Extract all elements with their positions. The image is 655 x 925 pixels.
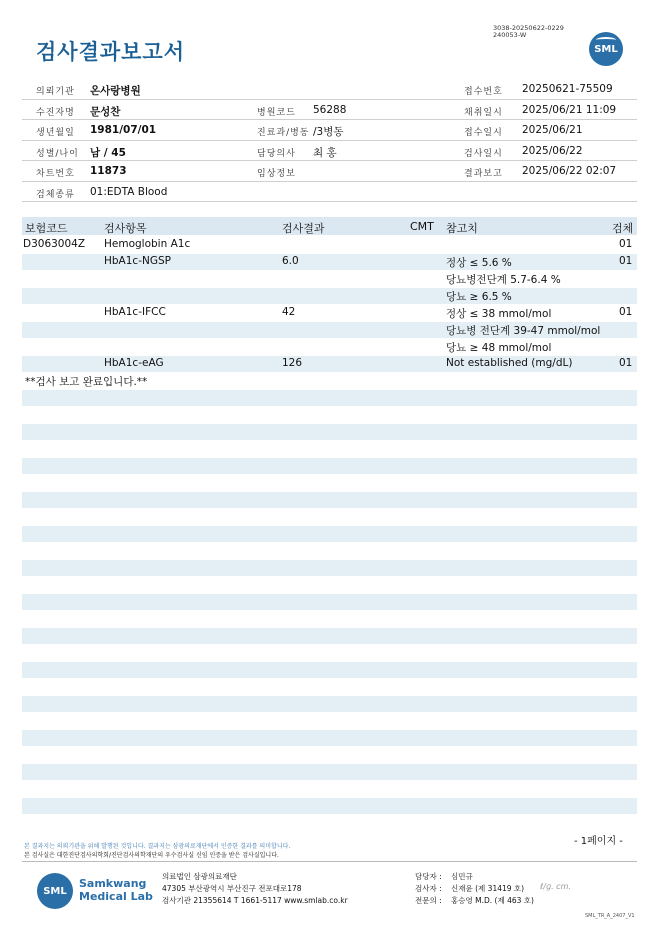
test-date-value: 2025/06/22	[522, 144, 583, 157]
row-specimen: 01	[619, 238, 633, 250]
test-date-label: 검사일시	[464, 148, 503, 159]
name-value: 문성찬	[90, 105, 121, 118]
table-stripe	[22, 458, 637, 474]
row-ref: 당뇨병전단계 5.7-6.4 %	[446, 274, 561, 286]
info-row-specimen	[22, 182, 637, 203]
document-id-line2: 240053-W	[493, 31, 527, 39]
receipt-date-value: 2025/06/21	[522, 124, 583, 136]
signature-mark: ℓ/ɡ. cm.	[540, 882, 571, 891]
row-result: 6.0	[282, 255, 299, 267]
row-code: D3063004Z	[23, 238, 86, 250]
col-specimen: 검체	[612, 222, 634, 235]
hosp-code-label: 병원코드	[257, 107, 296, 118]
row-ref: Not established (mg/dL)	[446, 357, 573, 369]
info-row-sexage	[22, 141, 637, 162]
info-row-name	[22, 100, 637, 121]
footer-note-1: 본 결과지는 의뢰기관을 위해 발행된 것입니다. 결과지는 삼광의료재단에서 인증한 결과를 의미합니다.	[24, 843, 291, 850]
staff-1-value: 심민규	[451, 872, 473, 881]
row-item: Hemoglobin A1c	[104, 238, 191, 250]
row-ref: 정상 ≤ 38 mmol/mol	[446, 308, 552, 320]
specimen-label: 검체종류	[36, 189, 75, 200]
row-result: 42	[282, 306, 296, 318]
receipt-no-value: 20250621-75509	[522, 83, 613, 95]
collect-label: 채취일시	[464, 107, 503, 118]
addr-line2: 47305 부산광역시 부산진구 전포대로178	[162, 884, 302, 893]
row-ref: 당뇨병 전단계 39-47 mmol/mol	[446, 325, 601, 337]
dob-label: 생년월일	[36, 128, 75, 138]
sml-footer-logo-icon: SML	[37, 873, 73, 909]
col-result: 검사결과	[282, 222, 325, 235]
addr-line1: 의료법인 삼광의료재단	[162, 872, 237, 881]
staff-3-value: 홍승영 M.D. (제 463 호)	[451, 896, 534, 905]
staff-1-label: 담당자 :	[415, 872, 442, 881]
row-specimen: 01	[619, 255, 633, 267]
row-result: 126	[282, 357, 303, 369]
completion-message: **검사 보고 완료입니다.**	[25, 376, 148, 388]
brand-line1: Samkwang	[79, 877, 147, 890]
table-stripe	[22, 560, 637, 576]
form-code: SML_TR_A_2407_V1	[585, 913, 635, 919]
table-stripe	[22, 594, 637, 610]
sexage-value: 남 / 45	[90, 146, 126, 159]
staff-1	[415, 871, 534, 883]
brand-line2: Medical Lab	[79, 890, 153, 903]
table-stripe	[22, 730, 637, 746]
footer-note-2: 본 검사실은 대한진단검사의학회/진단검사의학재단의 우수검사실 신임 인증을 받은 검사실입니다.	[24, 852, 279, 859]
row-item: HbA1c-IFCC	[104, 306, 166, 318]
addr-line3: 검사기관 21355614 T 1661-5117 www.smlab.co.kr	[162, 896, 348, 905]
doctor-value: 최 홍	[313, 146, 337, 159]
brand-name	[79, 877, 153, 903]
info-row-hospital	[22, 79, 637, 100]
document-id-line1: 3038-20250622-0229	[493, 24, 564, 32]
sexage-label: 성별/나이	[36, 148, 79, 159]
staff-list	[415, 871, 534, 907]
staff-2-value: 신재윤 (제 31419 호)	[451, 884, 525, 893]
footer-divider	[22, 861, 637, 862]
table-stripe	[22, 662, 637, 678]
table-stripe	[22, 424, 637, 440]
clinical-label: 임상정보	[257, 169, 296, 179]
table-stripe	[22, 696, 637, 712]
row-item: HbA1c-eAG	[104, 357, 164, 369]
dept-value: /3병동	[313, 126, 344, 138]
col-item: 검사항목	[104, 222, 147, 235]
table-stripe	[22, 628, 637, 644]
receipt-date-label: 접수일시	[464, 128, 503, 138]
row-specimen: 01	[619, 357, 633, 369]
hosp-code-value: 56288	[313, 103, 347, 116]
hospital-label: 의뢰기관	[36, 87, 75, 97]
footer-notes	[24, 842, 290, 860]
staff-3-label: 전문의 :	[415, 896, 442, 905]
info-row-dob	[22, 120, 637, 141]
name-label: 수진자명	[36, 107, 75, 118]
doctor-label: 담당의사	[257, 148, 296, 159]
sml-logo-icon: SML	[589, 32, 623, 66]
row-specimen: 01	[619, 306, 633, 318]
receipt-no-label: 접수번호	[464, 87, 503, 97]
collect-value: 2025/06/21 11:09	[522, 103, 617, 116]
chart-value: 11873	[90, 165, 127, 177]
page-number: - 1페이지 -	[574, 836, 623, 847]
staff-2-label: 검사자 :	[415, 884, 442, 893]
info-row-chart	[22, 161, 637, 182]
table-stripe	[22, 798, 637, 814]
staff-3	[415, 895, 534, 907]
specimen-value: 01:EDTA Blood	[90, 185, 168, 198]
document-id	[493, 25, 564, 39]
chart-label: 차트번호	[36, 169, 75, 179]
lab-address	[162, 871, 348, 907]
col-cmt: CMT	[410, 220, 434, 233]
col-code: 보험코드	[25, 222, 68, 235]
table-stripe	[22, 764, 637, 780]
col-ref: 참고치	[446, 222, 478, 235]
row-ref: 당뇨 ≥ 48 mmol/mol	[446, 342, 552, 354]
row-item: HbA1c-NGSP	[104, 255, 171, 267]
hospital-value: 온사랑병원	[90, 85, 141, 97]
report-value: 2025/06/22 02:07	[522, 165, 617, 177]
report-label: 결과보고	[464, 169, 503, 179]
patient-info-block	[22, 79, 637, 202]
page-title: 검사결과보고서	[36, 40, 186, 64]
table-stripe	[22, 390, 637, 406]
table-stripe	[22, 492, 637, 508]
dob-value: 1981/07/01	[90, 124, 157, 136]
row-ref: 정상 ≤ 5.6 %	[446, 257, 512, 269]
dept-label: 진료과/병동	[257, 128, 310, 138]
row-ref: 당뇨 ≥ 6.5 %	[446, 291, 512, 303]
table-stripe	[22, 288, 637, 304]
results-table-header	[22, 217, 637, 235]
staff-2	[415, 883, 534, 895]
table-stripe	[22, 526, 637, 542]
